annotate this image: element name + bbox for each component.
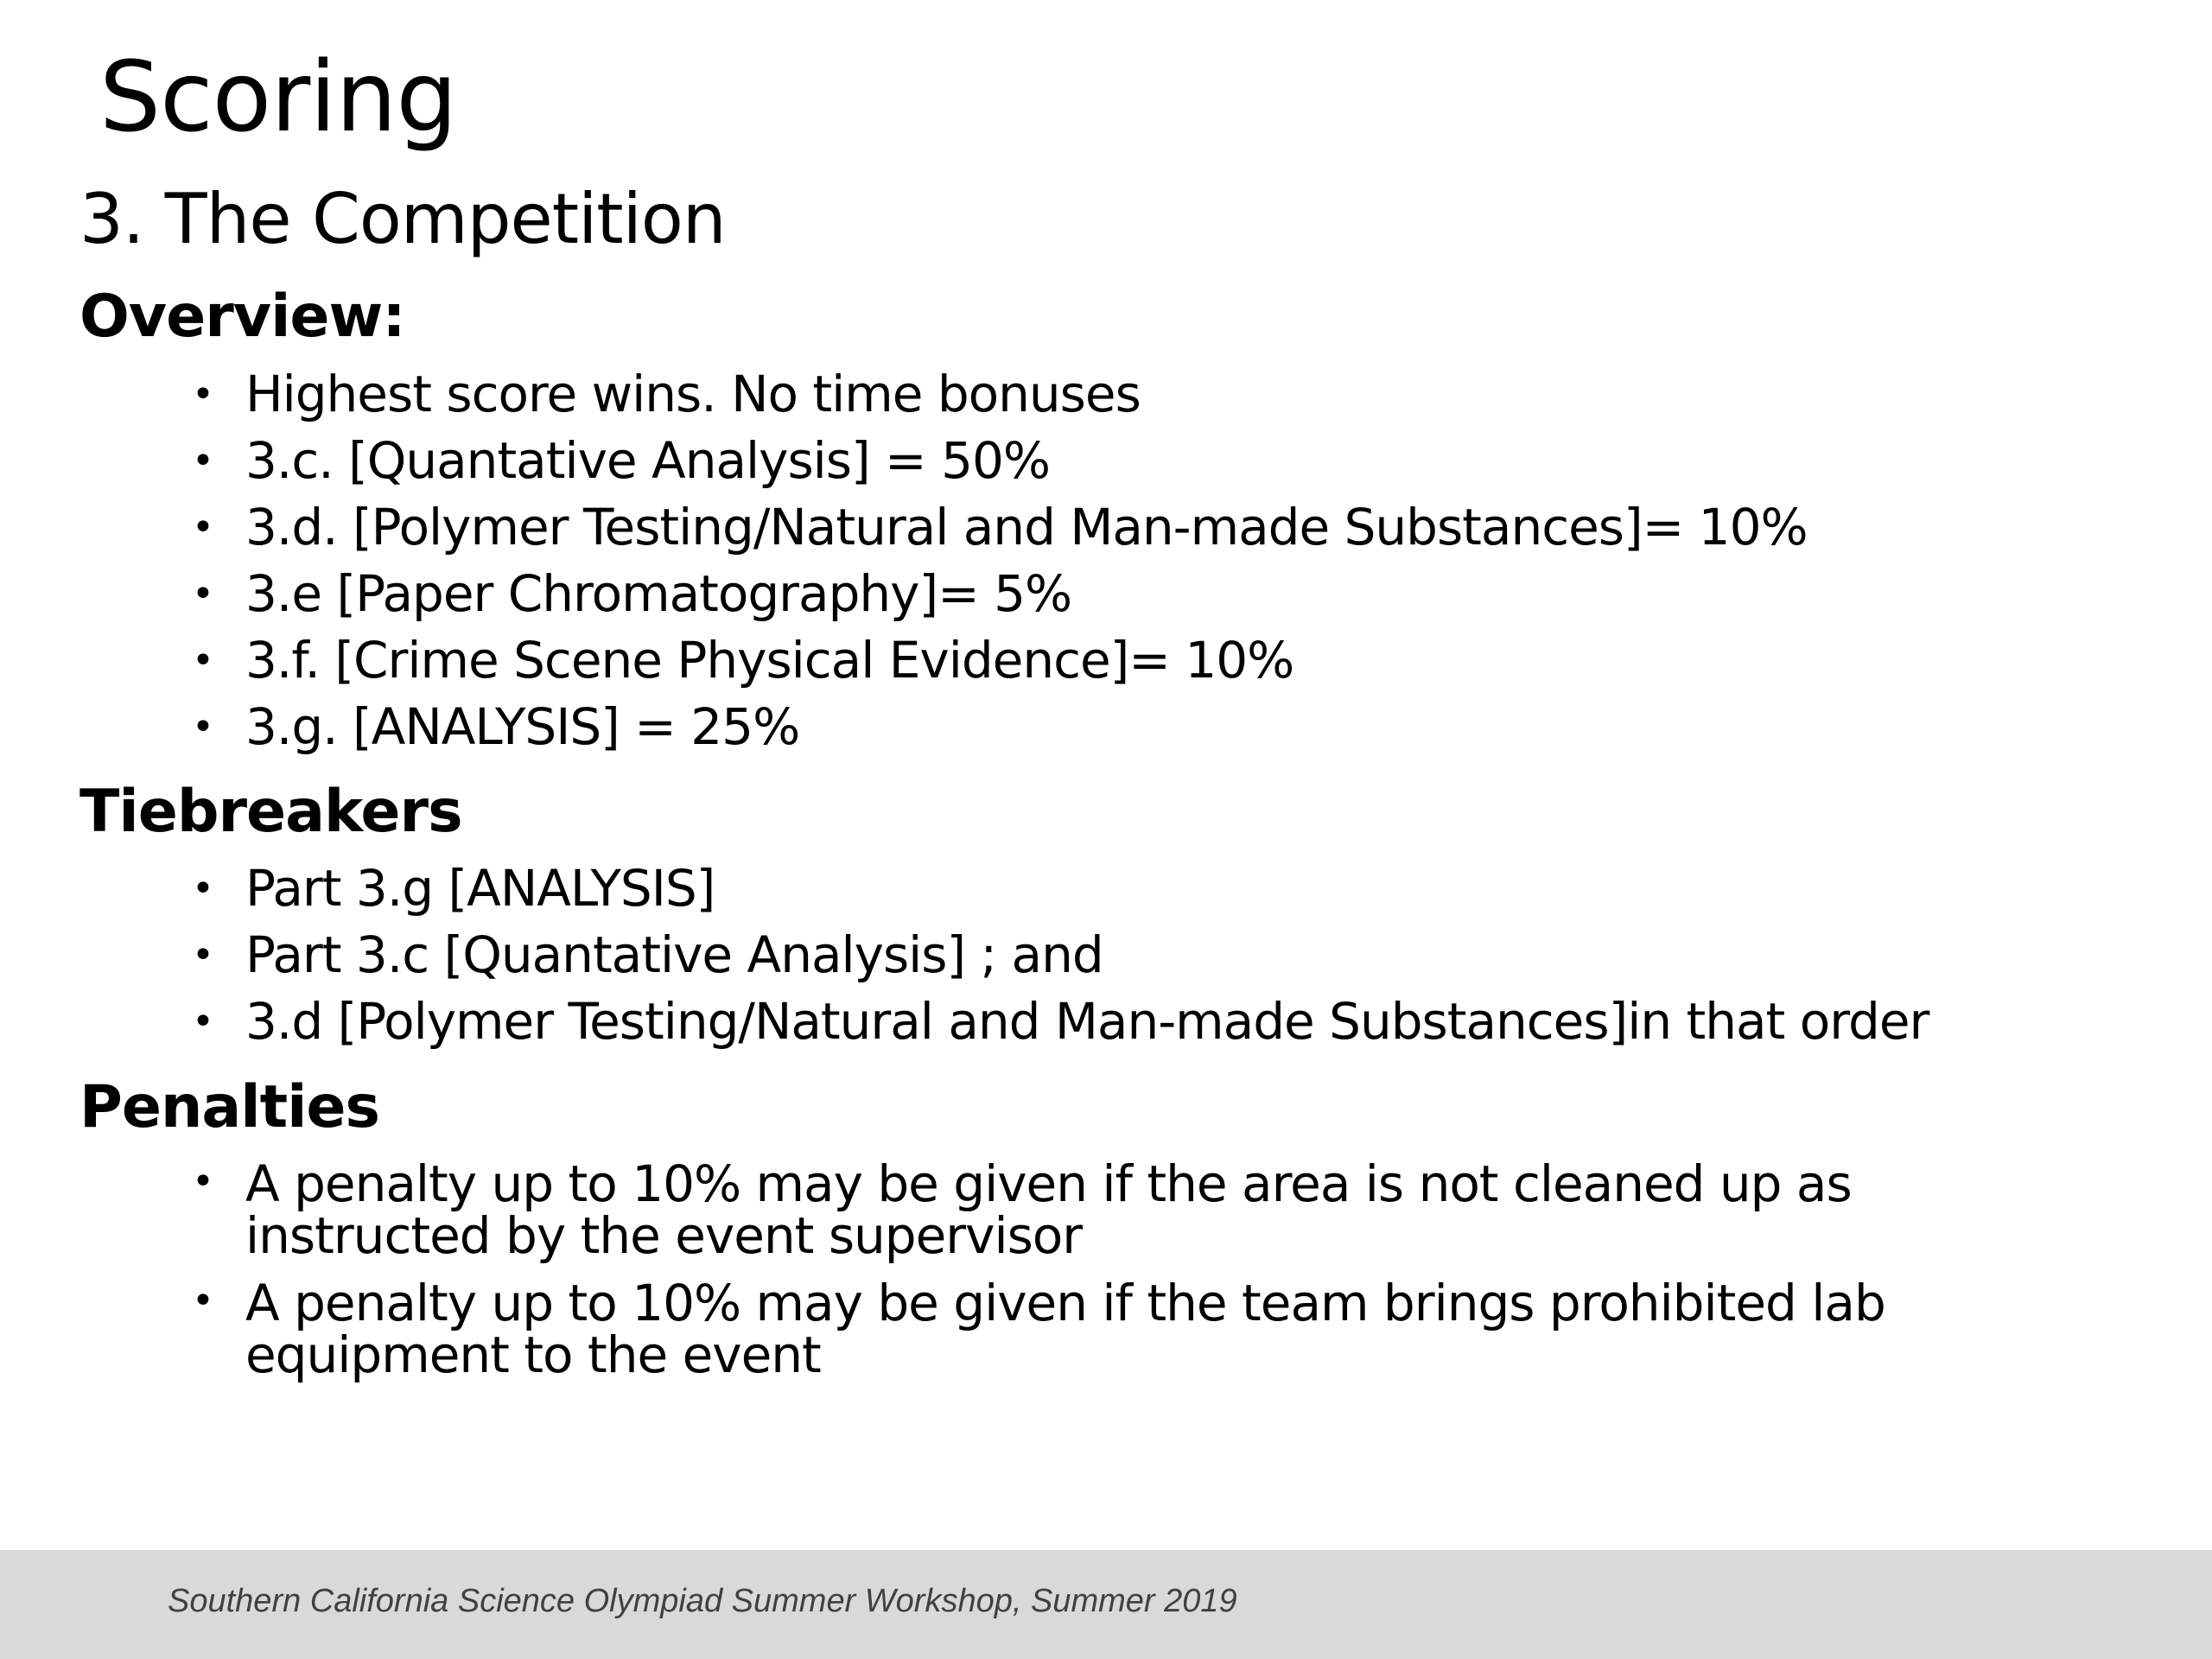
list-item <box>0 694 2212 760</box>
bullet-icon: • <box>192 639 213 683</box>
list-item <box>0 627 2212 694</box>
tiebreakers-list <box>0 855 2212 1055</box>
list-item <box>0 494 2212 561</box>
list-item <box>0 1154 1974 1265</box>
list-item-text: A penalty up to 10% may be given if the team brings prohibited lab equipment to the event <box>245 1274 1885 1384</box>
list-item <box>0 922 2212 988</box>
bullet-icon: • <box>192 1160 213 1204</box>
slide-subtitle: 3. The Competition <box>79 179 726 259</box>
list-item-text: Highest score wins. No time bonuses <box>245 365 1141 423</box>
list-item <box>0 988 2212 1055</box>
bullet-icon: • <box>192 867 213 911</box>
tiebreakers-heading: Tiebreakers <box>79 778 462 846</box>
list-item-text: 3.d. [Polymer Testing/Natural and Man-made Substances]= 10% <box>245 498 1808 556</box>
slide-title: Scoring <box>99 41 457 154</box>
bullet-icon: • <box>192 439 213 483</box>
list-item <box>0 428 2212 494</box>
list-item-text: A penalty up to 10% may be given if the area is not cleaned up as instructed by the event supervisor <box>245 1154 1852 1265</box>
list-item-text: 3.e [Paper Chromatography]= 5% <box>245 564 1072 623</box>
list-item <box>0 855 2212 922</box>
list-item <box>0 561 2212 627</box>
list-item <box>0 1274 1974 1384</box>
bullet-icon: • <box>192 572 213 616</box>
footer-band <box>0 1550 2212 1659</box>
overview-list <box>0 361 2212 760</box>
list-item-text: 3.g. [ANALYSIS] = 25% <box>245 697 800 756</box>
bullet-icon: • <box>192 372 213 416</box>
list-item-text: Part 3.g [ANALYSIS] <box>245 859 715 918</box>
list-item-text: 3.d [Polymer Testing/Natural and Man-made Substances]in that order <box>245 992 1929 1051</box>
bullet-icon: • <box>192 933 213 977</box>
overview-heading: Overview: <box>79 283 405 351</box>
bullet-icon: • <box>192 1000 213 1044</box>
list-item-text: Part 3.c [Quantative Analysis] ; and <box>245 925 1103 984</box>
penalties-heading: Penalties <box>79 1073 379 1141</box>
bullet-icon: • <box>192 705 213 749</box>
list-item-text: 3.c. [Quantative Analysis] = 50% <box>245 431 1051 490</box>
list-item <box>0 361 2212 428</box>
bullet-icon: • <box>192 1279 213 1323</box>
penalties-list <box>0 1154 2212 1396</box>
bullet-icon: • <box>192 505 213 550</box>
footer-text: Southern California Science Olympiad Summer Workshop, Summer 2019 <box>168 1583 1237 1619</box>
list-item-text: 3.f. [Crime Scene Physical Evidence]= 10% <box>245 631 1294 690</box>
